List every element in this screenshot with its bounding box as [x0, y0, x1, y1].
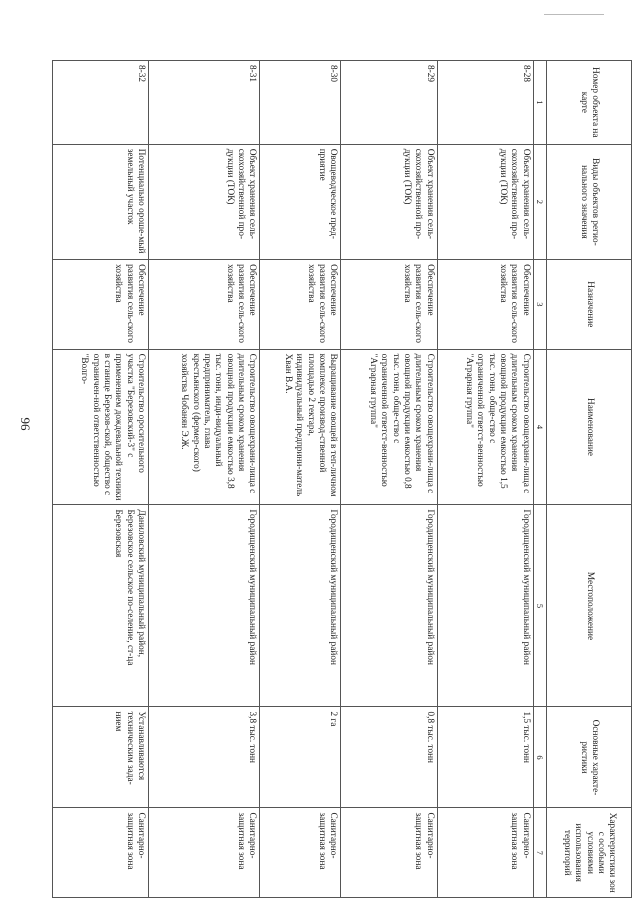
cell-type: Овощеводческое пред-приятие	[260, 144, 341, 259]
cell-zones: Санитарно-защитная зона	[149, 808, 260, 898]
cell-number: 8-30	[260, 61, 341, 145]
cell-number: 8-32	[53, 61, 149, 145]
cell-zones: Санитарно-защитная зона	[260, 808, 341, 898]
header-characteristics: Основные характе-ристики	[547, 707, 632, 808]
table-row	[53, 61, 149, 898]
rotated-table-container	[52, 60, 632, 898]
header-zones: Характеристики зон с особыми условиями использования территорий	[547, 808, 632, 898]
cell-name: Выращивание овощей в теп-личном комплексе производ-ственной площадью 2 гектара, индивидуальный предприни-матель Хван В.А.	[260, 349, 341, 505]
cell-zones: Санитарно-защитная зона	[437, 808, 533, 898]
cell-characteristics: Устанавливаются техническим зада-нием	[53, 707, 149, 808]
table-row	[437, 61, 533, 898]
cell-number: 8-28	[437, 61, 533, 145]
cell-name: Строительство овощехрани-лища с длительным сроком хранения овощной продукции емкостью 1,5 тыс. тонн, обще-ство с ограниченной ответст-венностью "Аграрная группа"	[437, 349, 533, 505]
table-row	[149, 61, 260, 898]
cell-location: Городищенский муниципальный район	[149, 505, 260, 707]
table-header-row	[547, 61, 632, 898]
column-number: 2	[533, 144, 546, 259]
cell-type: Потенциально ороше-мый земельный участок	[53, 144, 149, 259]
cell-type: Объект хранения сель-скохозяйственной про-дукции (ТОК)	[437, 144, 533, 259]
header-object-number: Номер объекта на карте	[547, 61, 632, 145]
column-number: 4	[533, 349, 546, 505]
cell-name: Строительство овощехрани-лища с длительным сроком хранения овощной продукции емкостью 3,8 тыс. тонн, инди-видуальный предприниматель, глава крестьянского (фермер-ского) хозяйства Чобанян Э.Ж.	[149, 349, 260, 505]
column-number: 6	[533, 707, 546, 808]
cell-purpose: Обеспечение развития сель-ского хозяйства	[260, 260, 341, 349]
table-row	[341, 61, 437, 898]
cell-type: Объект хранения сель-скохозяйственной про-дукции (ТОК)	[149, 144, 260, 259]
top-rule	[544, 14, 604, 15]
cell-characteristics: 1,5 тыс. тонн	[437, 707, 533, 808]
cell-purpose: Обеспечение развития сель-ского хозяйства	[149, 260, 260, 349]
regional-objects-table	[52, 60, 632, 898]
header-object-type: Виды объектов регио-нального значения	[547, 144, 632, 259]
cell-purpose: Обеспечение развития сель-ского хозяйства	[53, 260, 149, 349]
cell-location: Даниловский муниципальный район, Березовское сельское по-селение, ст-ца Березовская	[53, 505, 149, 707]
column-number: 1	[533, 61, 546, 145]
cell-zones: Санитарно-защитная зона	[341, 808, 437, 898]
column-number: 5	[533, 505, 546, 707]
header-purpose: Назначение	[547, 260, 632, 349]
cell-name: Строительство оросительного участка "Березовский-3" с применением дождевальной техники в станице Березов-ской, общество с ограничен-ной ответственностью "Волго-	[53, 349, 149, 505]
page-number: 96	[18, 417, 33, 431]
cell-zones: Санитарно-защитная зона	[53, 808, 149, 898]
cell-location: Городищенский муниципальный район	[260, 505, 341, 707]
cell-location: Городищенский муниципальный район	[437, 505, 533, 707]
column-number: 3	[533, 260, 546, 349]
header-location: Местоположение	[547, 505, 632, 707]
cell-type: Объект хранения сель-скохозяйственной про-дукции (ТОК)	[341, 144, 437, 259]
header-name: Наименование	[547, 349, 632, 505]
cell-characteristics: 0,8 тыс. тонн	[341, 707, 437, 808]
column-number: 7	[533, 808, 546, 898]
column-number-row	[533, 61, 546, 898]
cell-characteristics: 2 га	[260, 707, 341, 808]
cell-number: 8-29	[341, 61, 437, 145]
cell-number: 8-31	[149, 61, 260, 145]
cell-characteristics: 3,8 тыс. тонн	[149, 707, 260, 808]
cell-purpose: Обеспечение развития сель-ского хозяйства	[341, 260, 437, 349]
cell-name: Строительство овощехрани-лища с длительным сроком хранения овощной продукции емкостью 0,8 тыс. тонн, обще-ство с ограниченной ответст-венностью "Аграрная группа"	[341, 349, 437, 505]
table-row	[260, 61, 341, 898]
cell-location: Городищенский муниципальный район	[341, 505, 437, 707]
cell-purpose: Обеспечение развития сель-ского хозяйства	[437, 260, 533, 349]
